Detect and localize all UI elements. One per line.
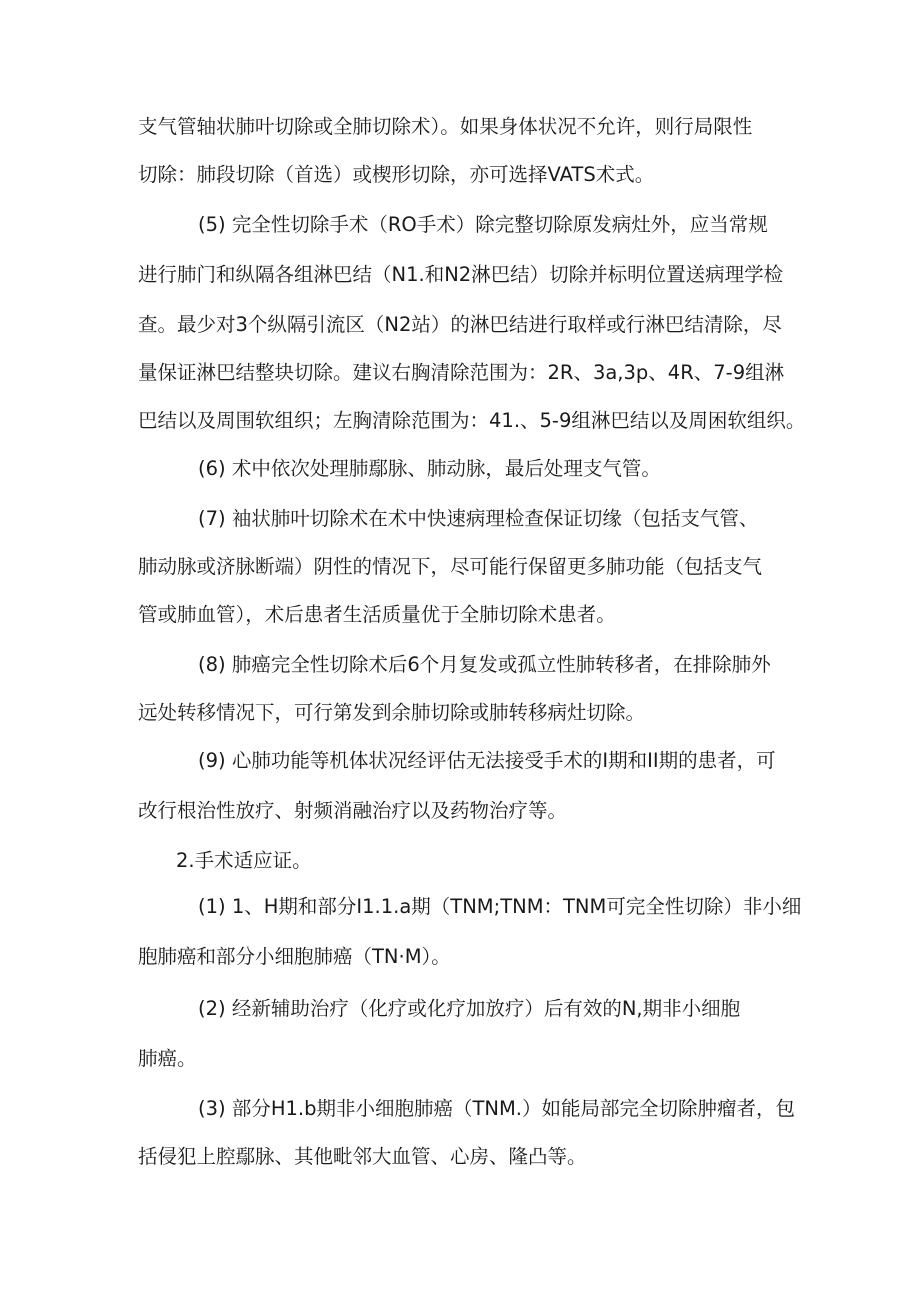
text-line: (7) 袖状肺叶切除术在术中快速病理检查保证切缘（包括支气管、 [198, 507, 759, 530]
text-line: 胞肺癌和部分小细胞肺癌（TN·M）。 [138, 945, 451, 968]
text-line: (3) 部分H1.b期非小细胞肺癌（TNM.）如能局部完全切除肿瘤者，包 [198, 1097, 795, 1120]
text-line: 肺癌。 [138, 1047, 197, 1070]
text-line: (9) 心肺功能等机体状况经评估无法接受手术的I期和II期的患者，可 [198, 749, 776, 772]
text-line: 肺动脉或济脉断端）阴性的情况下，尽可能行保留更多肺功能（包括支气 [138, 555, 763, 578]
text-line: 切除：肺段切除（首选）或楔形切除，亦可选择VATS术式。 [138, 163, 655, 186]
text-line: 量保证淋巴结整块切除。建议右胸清除范围为：2R、3a,3p、4R、7-9组淋 [138, 361, 785, 384]
text-line: 远处转移情况下，可行第发到余肺切除或肺转移病灶切除。 [138, 701, 646, 724]
text-line: 管或肺血管），术后患者生活质量优于全肺切除术患者。 [138, 603, 616, 626]
section-heading: 2.手术适应证。 [176, 849, 312, 872]
text-line: 括侵犯上腔鄢脉、其他毗邻大血管、心房、隆凸等。 [138, 1145, 587, 1168]
text-line: 查。最少对3个纵隔引流区（N2站）的淋巴结进行取样或行淋巴结清除，尽 [138, 313, 782, 336]
text-line: 巴结以及周围软组织；左胸清除范围为：41.、5-9组淋巴结以及周困软组织。 [138, 409, 806, 432]
text-line: 支气管轴状肺叶切除或全肺切除术）。如果身体状况不允许，则行局限性 [138, 115, 753, 138]
text-line: (1) 1、H期和部分I1.1.a期（TNM;TNM：TNM可完全性切除）非小细 [198, 895, 802, 918]
text-line: (5) 完全性切除手术（RO手术）除完整切除原发病灶外，应当常规 [198, 213, 768, 236]
text-line: (2) 经新辅助治疗（化疗或化疗加放疗）后有效的N,期非小细胞 [198, 997, 741, 1020]
text-line: (8) 肺癌完全性切除术后6个月复发或孤立性肺转移者，在排除肺外 [198, 653, 771, 676]
text-line: (6) 术中依次处理肺鄢脉、肺动脉，最后处理支气管。 [198, 457, 661, 480]
text-line: 进行肺门和纵隔各组淋巴结（N1.和N2淋巴结）切除并标明位置送病理学检 [138, 263, 784, 286]
text-line: 改行根治性放疗、射频消融治疗以及药物治疗等。 [138, 799, 568, 822]
